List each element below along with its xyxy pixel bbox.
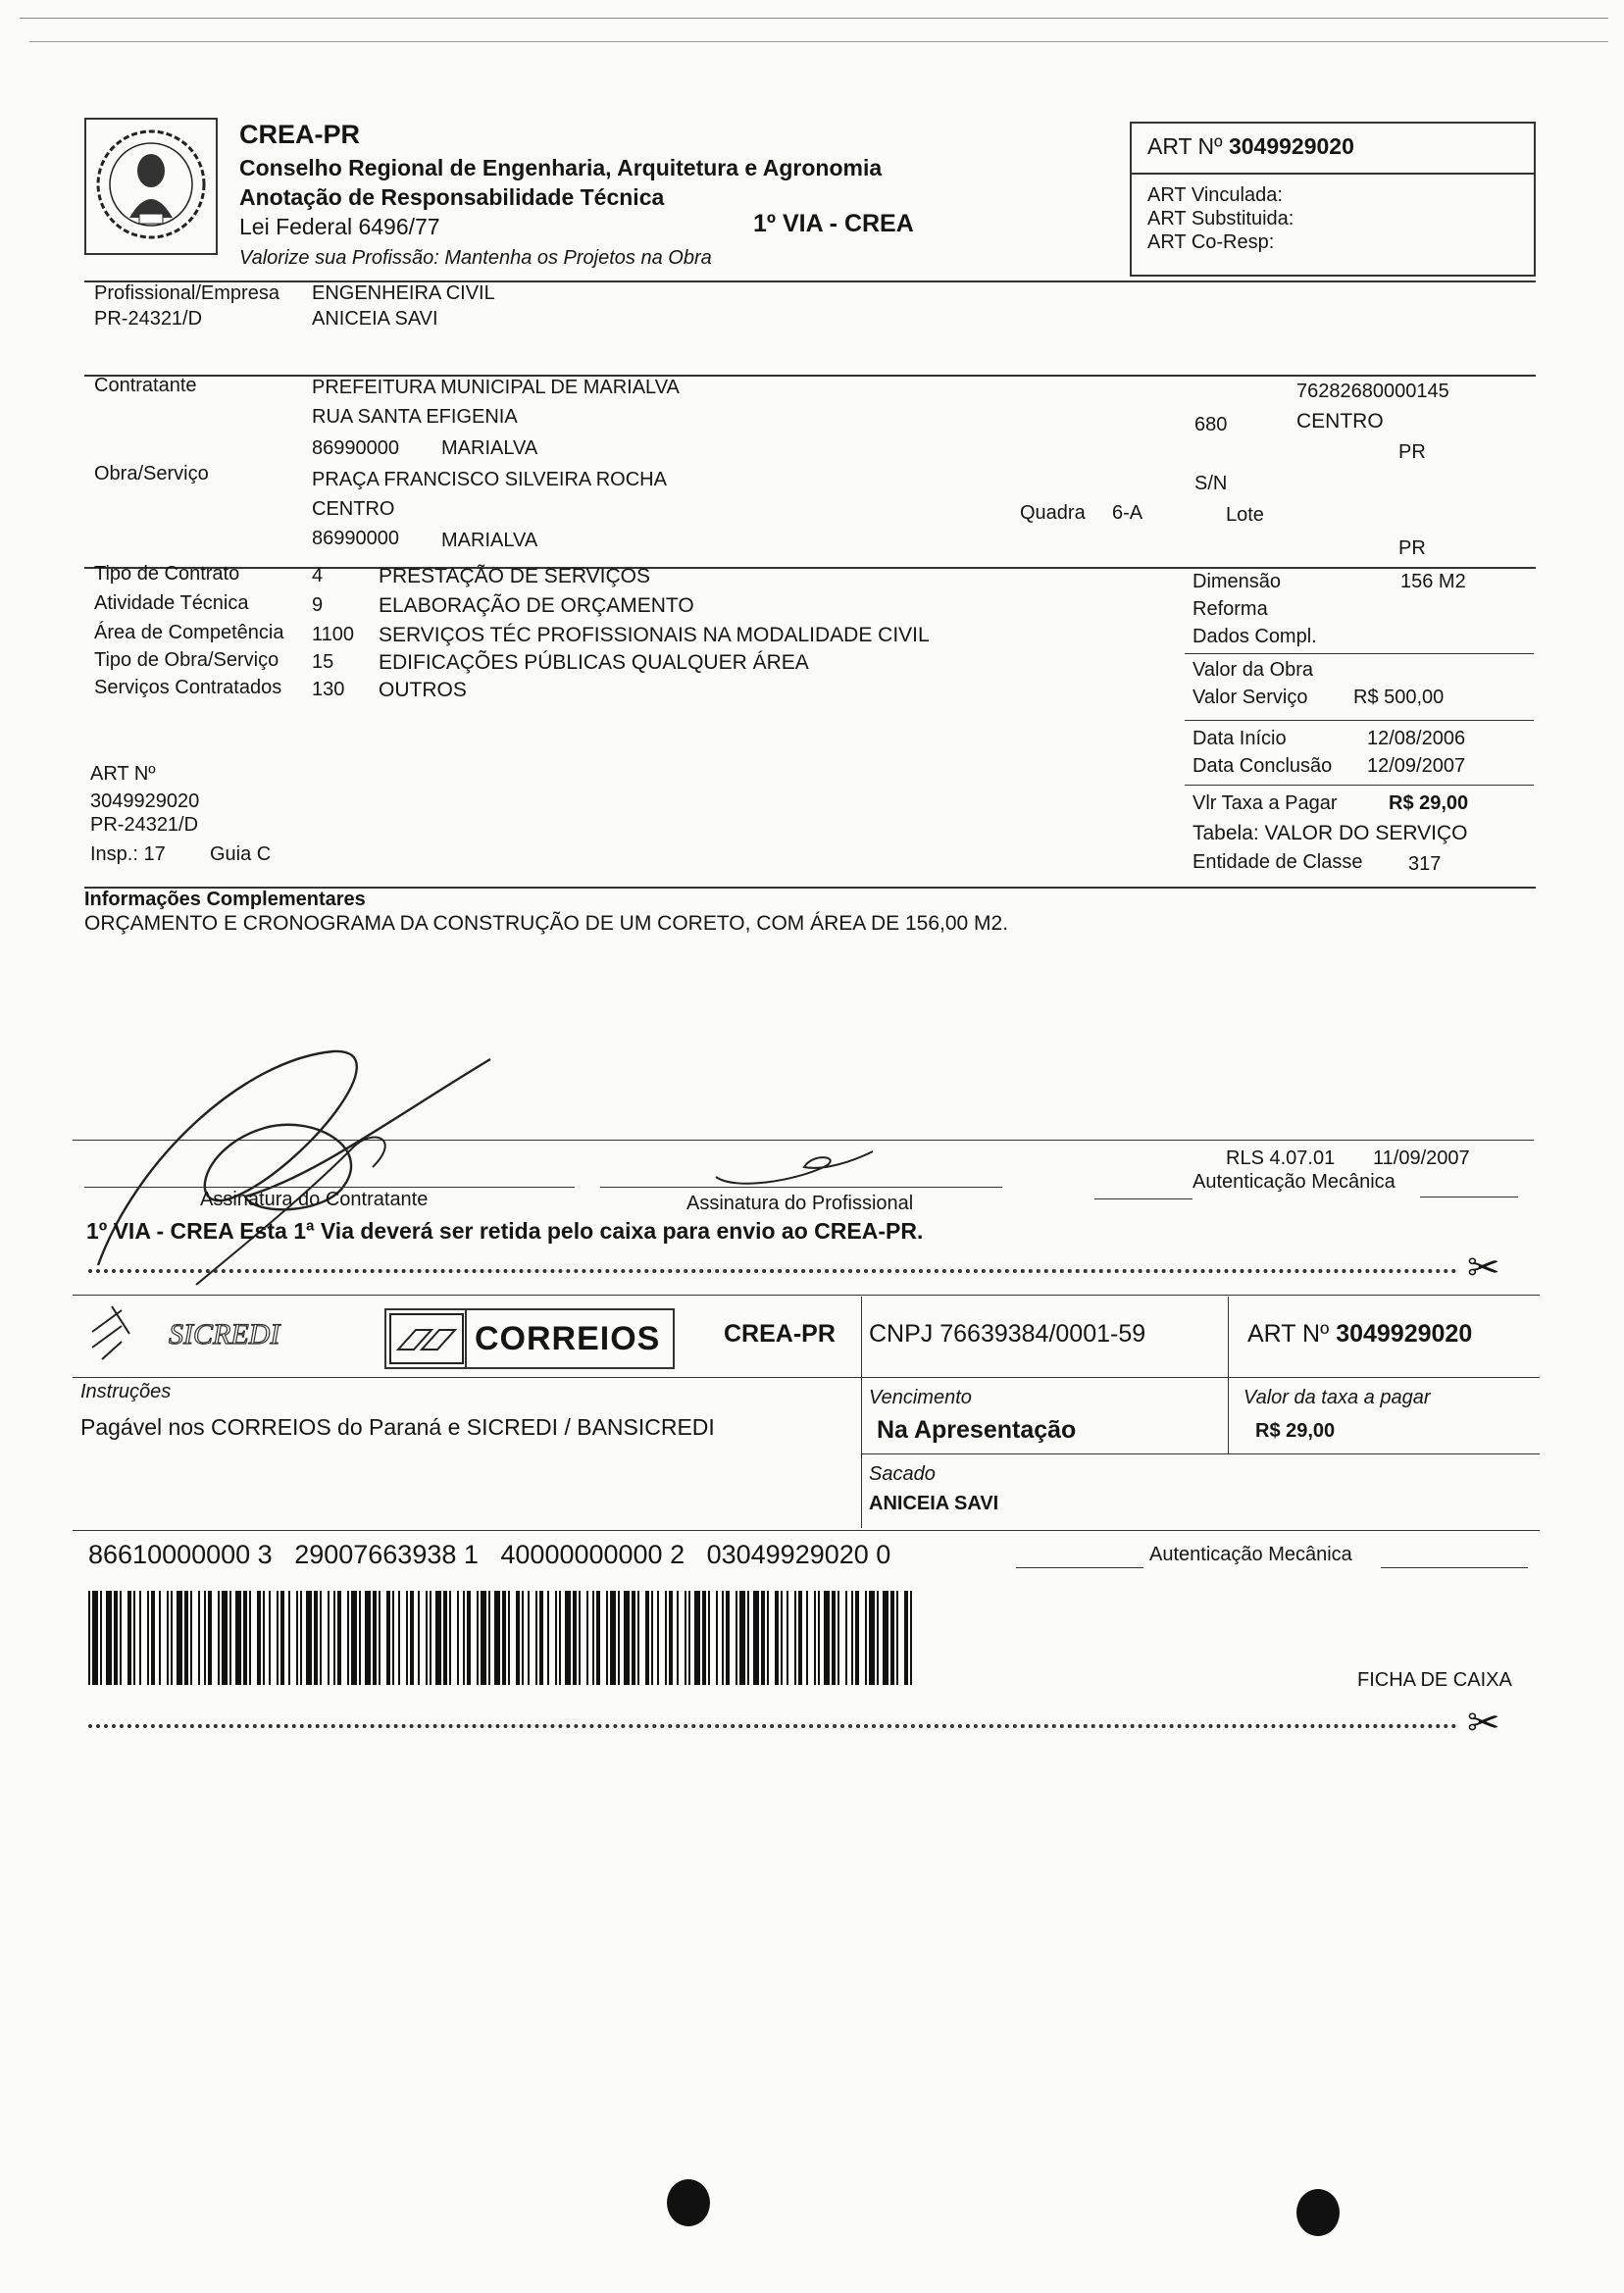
instrucoes-text: Pagável nos CORREIOS do Paraná e SICREDI / BANSICREDI <box>80 1414 715 1440</box>
obra-number: S/N <box>1194 473 1228 494</box>
contratante-city: MARIALVA <box>441 437 538 459</box>
art-number: 3049929020 <box>1228 133 1354 159</box>
info-title: Informações Complementares <box>84 889 366 910</box>
slip-art-line <box>1247 1320 1472 1349</box>
cut-line <box>88 1269 1457 1273</box>
slip-divider <box>861 1297 862 1528</box>
art-substituida: ART Substituida: <box>1147 208 1294 229</box>
autenticacao-line <box>1094 1198 1193 1199</box>
slip-autenticacao-label: Autenticação Mecânica <box>1149 1544 1352 1565</box>
entidade-label: Entidade de Classe <box>1193 851 1363 873</box>
obra-city: MARIALVA <box>441 530 538 551</box>
detail-label: Tipo de Contrato <box>94 563 240 585</box>
instrucoes-label: Instruções <box>80 1381 172 1402</box>
scissors-icon: ✂ <box>1467 1247 1500 1290</box>
divider <box>84 375 1536 377</box>
doc-title: Anotação de Responsabilidade Técnica <box>239 184 665 210</box>
punch-hole <box>667 2179 710 2226</box>
data-conclusao: 12/09/2007 <box>1367 755 1466 777</box>
detail-value: PRESTAÇÃO DE SERVIÇOS <box>379 565 650 587</box>
retention-note: 1º VIA - CREA Esta 1ª Via deverá ser retida pelo caixa para envio ao CREA-PR. <box>86 1218 924 1244</box>
divider <box>73 1295 1540 1296</box>
entidade: 317 <box>1408 853 1442 875</box>
reforma-label: Reforma <box>1193 598 1268 620</box>
slip-crea: CREA-PR <box>724 1320 836 1348</box>
professional-registry: PR-24321/D <box>94 308 203 330</box>
obra-label: Obra/Serviço <box>94 463 209 484</box>
contratante-signature-label: Assinatura do Contratante <box>200 1189 429 1210</box>
correios-logo <box>384 1308 675 1369</box>
data-inicio-label: Data Início <box>1193 728 1287 749</box>
dimensao-label: Dimensão <box>1193 571 1282 592</box>
slip-art-label: ART Nº <box>1247 1320 1330 1348</box>
barcode-line: 86610000000 3 29007663938 1 40000000000 2 03049929020 0 <box>88 1540 891 1569</box>
contratante-state: PR <box>1398 441 1426 463</box>
slip-cnpj: CNPJ 76639384/0001-59 <box>869 1320 1146 1348</box>
correios-logo-divider <box>465 1310 467 1367</box>
data-conclusao-label: Data Conclusão <box>1193 755 1333 777</box>
detail-value: SERVIÇOS TÉC PROFISSIONAIS NA MODALIDADE CIVIL <box>379 624 930 646</box>
contratante-cnpj: 76282680000145 <box>1296 381 1449 402</box>
detail-code: 1100 <box>312 624 355 645</box>
contratante-name: PREFEITURA MUNICIPAL DE MARIALVA <box>312 377 680 398</box>
signature-line <box>600 1187 1002 1188</box>
contratante-number: 680 <box>1194 414 1228 435</box>
divider <box>73 1530 1540 1531</box>
autenticacao-label: Autenticação Mecânica <box>1193 1171 1396 1193</box>
contratante-cep: 86990000 <box>312 437 399 459</box>
barcode <box>88 1591 912 1685</box>
vencimento-label: Vencimento <box>869 1387 972 1408</box>
valor-label: Valor da taxa a pagar <box>1243 1387 1431 1408</box>
ref-art-number: 3049929020 <box>90 790 200 812</box>
via-label: 1º VIA - CREA <box>753 210 914 237</box>
slogan: Valorize sua Profissão: Mantenha os Projetos na Obra <box>239 247 712 269</box>
signature-line <box>84 1187 575 1188</box>
divider <box>1185 785 1534 786</box>
org-full: Conselho Regional de Engenharia, Arquitetura e Agronomia <box>239 155 883 180</box>
autenticacao-line <box>1381 1567 1528 1568</box>
divider <box>1185 653 1534 654</box>
valor-obra-label: Valor da Obra <box>1193 659 1314 681</box>
scan-edge-line <box>29 41 1608 42</box>
professional-title: ENGENHEIRA CIVIL <box>312 282 495 304</box>
data-inicio: 12/08/2006 <box>1367 728 1466 749</box>
ref-guia: Guia C <box>210 843 272 865</box>
art-label: ART Nº <box>1147 133 1223 159</box>
detail-value: ELABORAÇÃO DE ORÇAMENTO <box>379 594 694 617</box>
ref-art-label: ART Nº <box>90 763 156 785</box>
divider <box>1185 720 1534 721</box>
obra-district: CENTRO <box>312 498 395 520</box>
profissional-signature <box>696 1138 892 1197</box>
valor-value: R$ 29,00 <box>1255 1420 1336 1442</box>
ficha-label: FICHA DE CAIXA <box>1357 1669 1512 1691</box>
art-box-divider <box>1132 173 1534 175</box>
divider <box>73 1377 1540 1378</box>
ref-registry: PR-24321/D <box>90 814 199 836</box>
detail-value: OUTROS <box>379 679 467 701</box>
law: Lei Federal 6496/77 <box>239 214 440 239</box>
dimensao-value: 156 M2 <box>1400 571 1466 592</box>
obra-quadra-label: Quadra <box>1020 502 1086 524</box>
obra-address: PRAÇA FRANCISCO SILVEIRA ROCHA <box>312 469 667 490</box>
art-number-line <box>1147 133 1354 160</box>
slip-art-number: 3049929020 <box>1336 1320 1473 1348</box>
detail-label: Serviços Contratados <box>94 677 282 698</box>
contratante-label: Contratante <box>94 375 197 396</box>
detail-label: Área de Competência <box>94 622 284 643</box>
cut-line <box>88 1724 1457 1728</box>
obra-quadra: 6-A <box>1112 502 1143 524</box>
ref-insp: Insp.: 17 <box>90 843 166 865</box>
correios-logo-text: CORREIOS <box>475 1320 661 1357</box>
obra-lote-label: Lote <box>1226 504 1264 526</box>
info-text: ORÇAMENTO E CRONOGRAMA DA CONSTRUÇÃO DE UM CORETO, COM ÁREA DE 156,00 M2. <box>84 912 1009 935</box>
obra-state: PR <box>1398 537 1426 559</box>
vlr-taxa-label: Vlr Taxa a Pagar <box>1193 792 1338 814</box>
detail-code: 130 <box>312 679 345 700</box>
crea-seal-icon <box>86 120 216 253</box>
sicredi-logo <box>82 1297 386 1367</box>
divider <box>84 567 1536 569</box>
detail-code: 15 <box>312 651 334 673</box>
sicredi-logo-text: SICREDI <box>169 1318 280 1350</box>
art-vinculada: ART Vinculada: <box>1147 184 1283 206</box>
rls-label: RLS 4.07.01 <box>1226 1147 1336 1169</box>
detail-label: Tipo de Obra/Serviço <box>94 649 279 671</box>
tabela: Tabela: VALOR DO SERVIÇO <box>1193 822 1468 844</box>
vlr-taxa: R$ 29,00 <box>1389 792 1469 814</box>
scan-edge-line <box>20 18 1608 19</box>
rls-date: 11/09/2007 <box>1373 1147 1470 1169</box>
vencimento-value: Na Apresentação <box>877 1416 1077 1444</box>
correios-arrows-icon <box>388 1310 467 1367</box>
sacado-value: ANICEIA SAVI <box>869 1493 999 1514</box>
professional-label: Profissional/Empresa <box>94 282 279 304</box>
sacado-label: Sacado <box>869 1463 936 1485</box>
barcode-bar <box>910 1591 912 1685</box>
obra-cep: 86990000 <box>312 528 399 549</box>
detail-value: EDIFICAÇÕES PÚBLICAS QUALQUER ÁREA <box>379 651 809 674</box>
slip-divider <box>1228 1297 1229 1453</box>
detail-code: 9 <box>312 594 324 616</box>
org-short: CREA-PR <box>239 120 361 149</box>
contratante-district: CENTRO <box>1296 410 1384 433</box>
scissors-icon: ✂ <box>1467 1702 1500 1745</box>
dados-compl-label: Dados Compl. <box>1193 626 1317 647</box>
art-box <box>1130 122 1536 277</box>
autenticacao-line <box>1016 1567 1143 1568</box>
punch-hole <box>1296 2189 1340 2236</box>
valor-servico-label: Valor Serviço <box>1193 687 1308 708</box>
profissional-signature-label: Assinatura do Profissional <box>686 1193 914 1214</box>
professional-name: ANICEIA SAVI <box>312 308 438 330</box>
valor-servico: R$ 500,00 <box>1353 687 1445 708</box>
divider <box>861 1453 1540 1454</box>
crea-seal <box>84 118 218 255</box>
detail-label: Atividade Técnica <box>94 592 249 614</box>
contratante-signature <box>78 1040 510 1295</box>
detail-code: 4 <box>312 565 324 586</box>
contratante-street: RUA SANTA EFIGENIA <box>312 406 518 428</box>
art-co-resp: ART Co-Resp: <box>1147 231 1275 253</box>
divider <box>84 280 1536 282</box>
